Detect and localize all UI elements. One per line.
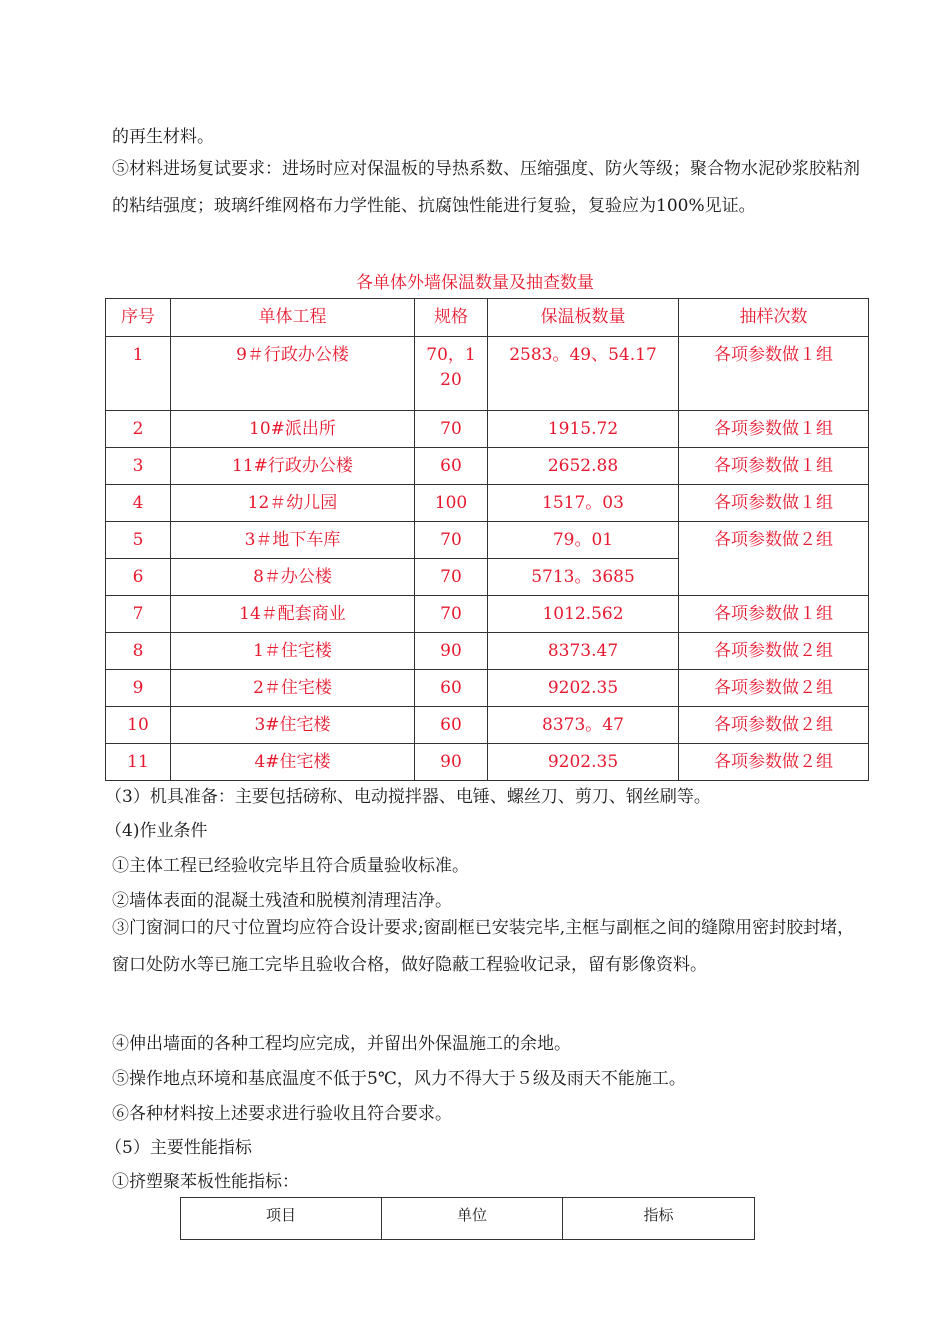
cell-times: 各项参数做１组 [679, 411, 869, 448]
cell-spec: 70 [415, 559, 488, 596]
cell-project: 10#派出所 [171, 411, 415, 448]
cell-spec: 70，120 [415, 337, 488, 411]
table-row [106, 596, 869, 633]
cell-times-merged: 各项参数做２组 [679, 522, 869, 596]
cell-times: 各项参数做２组 [679, 744, 869, 781]
table-row [106, 633, 869, 670]
cell-project: 8＃办公楼 [171, 559, 415, 596]
cell-times: 各项参数做２组 [679, 633, 869, 670]
condition-1: ①主体工程已经验收完毕且符合质量验收标准。 [112, 856, 469, 876]
table-row [106, 411, 869, 448]
cell-no: 3 [106, 448, 171, 485]
cell-qty: 5713。3685 [488, 559, 679, 596]
table-title: 各单体外墙保温数量及抽查数量 [356, 273, 594, 293]
table-row [106, 337, 869, 411]
cell-qty: 2583。49、54.17 [488, 337, 679, 411]
cell-qty: 1012.562 [488, 596, 679, 633]
section-performance: （5）主要性能指标 [105, 1138, 252, 1158]
table-header-row [106, 299, 869, 337]
cell-times: 各项参数做１组 [679, 485, 869, 522]
header-spec: 规格 [415, 299, 488, 337]
header-index: 指标 [563, 1198, 755, 1240]
intro-line: 的再生材料。 [112, 127, 214, 147]
cell-project: 3#住宅楼 [171, 707, 415, 744]
condition-4: ④伸出墙面的各种工程均应完成，并留出外保温施工的余地。 [112, 1034, 571, 1054]
cell-qty: 79。01 [488, 522, 679, 559]
table-row [106, 670, 869, 707]
cell-project: 2＃住宅楼 [171, 670, 415, 707]
cell-qty: 1915.72 [488, 411, 679, 448]
cell-no: 9 [106, 670, 171, 707]
table-row [106, 707, 869, 744]
cell-project: 9＃行政办公楼 [171, 337, 415, 411]
cell-times: 各项参数做２组 [679, 670, 869, 707]
table-row [106, 744, 869, 781]
header-no: 序号 [106, 299, 171, 337]
cell-no: 10 [106, 707, 171, 744]
cell-qty: 9202.35 [488, 670, 679, 707]
cell-no: 5 [106, 522, 171, 559]
cell-spec: 90 [415, 744, 488, 781]
cell-spec: 90 [415, 633, 488, 670]
cell-qty: 8373。47 [488, 707, 679, 744]
condition-5: ⑤操作地点环境和基底温度不低于5℃，风力不得大于５级及雨天不能施工。 [112, 1069, 686, 1089]
cell-project: 1＃住宅楼 [171, 633, 415, 670]
cell-no: 4 [106, 485, 171, 522]
condition-6: ⑥各种材料按上述要求进行验收且符合要求。 [112, 1104, 452, 1124]
cell-qty: 9202.35 [488, 744, 679, 781]
table-row [106, 522, 869, 559]
cell-spec: 70 [415, 411, 488, 448]
section-conditions: （4)作业条件 [105, 821, 208, 841]
header-times: 抽样次数 [679, 299, 869, 337]
insulation-quantity-table [105, 298, 869, 781]
cell-times: 各项参数做１组 [679, 596, 869, 633]
cell-project: 14＃配套商业 [171, 596, 415, 633]
cell-times: 各项参数做１组 [679, 337, 869, 411]
cell-no: 6 [106, 559, 171, 596]
cell-no: 2 [106, 411, 171, 448]
cell-project: 11#行政办公楼 [171, 448, 415, 485]
header-unit: 单位 [382, 1198, 563, 1240]
section-tools: （3）机具准备：主要包括磅称、电动搅拌器、电锤、螺丝刀、剪刀、钢丝刷等。 [105, 787, 711, 807]
cell-qty: 2652.88 [488, 448, 679, 485]
retest-requirements: ⑤材料进场复试要求：进场时应对保温板的导热系数、压缩强度、防火等级；聚合物水泥砂浆胶粘剂的粘结强度；玻璃纤维网格布力学性能、抗腐蚀性能进行复验，复验应为100%见证。 [112, 159, 860, 216]
cell-no: 8 [106, 633, 171, 670]
condition-2: ②墙体表面的混凝土残渣和脱模剂清理洁净。 [112, 891, 452, 911]
cell-project: 4#住宅楼 [171, 744, 415, 781]
cell-spec: 60 [415, 670, 488, 707]
xps-board-heading: ①挤塑聚苯板性能指标： [112, 1172, 299, 1192]
cell-qty: 1517。03 [488, 485, 679, 522]
cell-times: 各项参数做１组 [679, 448, 869, 485]
cell-no: 11 [106, 744, 171, 781]
cell-spec: 60 [415, 448, 488, 485]
cell-project: 12＃幼儿园 [171, 485, 415, 522]
header-item: 项目 [181, 1198, 382, 1240]
cell-spec: 70 [415, 596, 488, 633]
condition-3: ③门窗洞口的尺寸位置均应符合设计要求;窗副框已安装完毕,主框与副框之间的缝隙用密封胶封堵，窗口处防水等已施工完毕且验收合格，做好隐蔽工程验收记录，留有影像资料。 [112, 918, 855, 975]
cell-no: 7 [106, 596, 171, 633]
xps-performance-table [180, 1197, 755, 1240]
table-header-row [181, 1198, 755, 1240]
header-project: 单体工程 [171, 299, 415, 337]
cell-project: 3＃地下车库 [171, 522, 415, 559]
cell-spec: 70 [415, 522, 488, 559]
header-qty: 保温板数量 [488, 299, 679, 337]
cell-qty: 8373.47 [488, 633, 679, 670]
cell-spec: 100 [415, 485, 488, 522]
table-row [106, 485, 869, 522]
cell-no: 1 [106, 337, 171, 411]
cell-times: 各项参数做２组 [679, 707, 869, 744]
cell-spec: 60 [415, 707, 488, 744]
table-row [106, 448, 869, 485]
